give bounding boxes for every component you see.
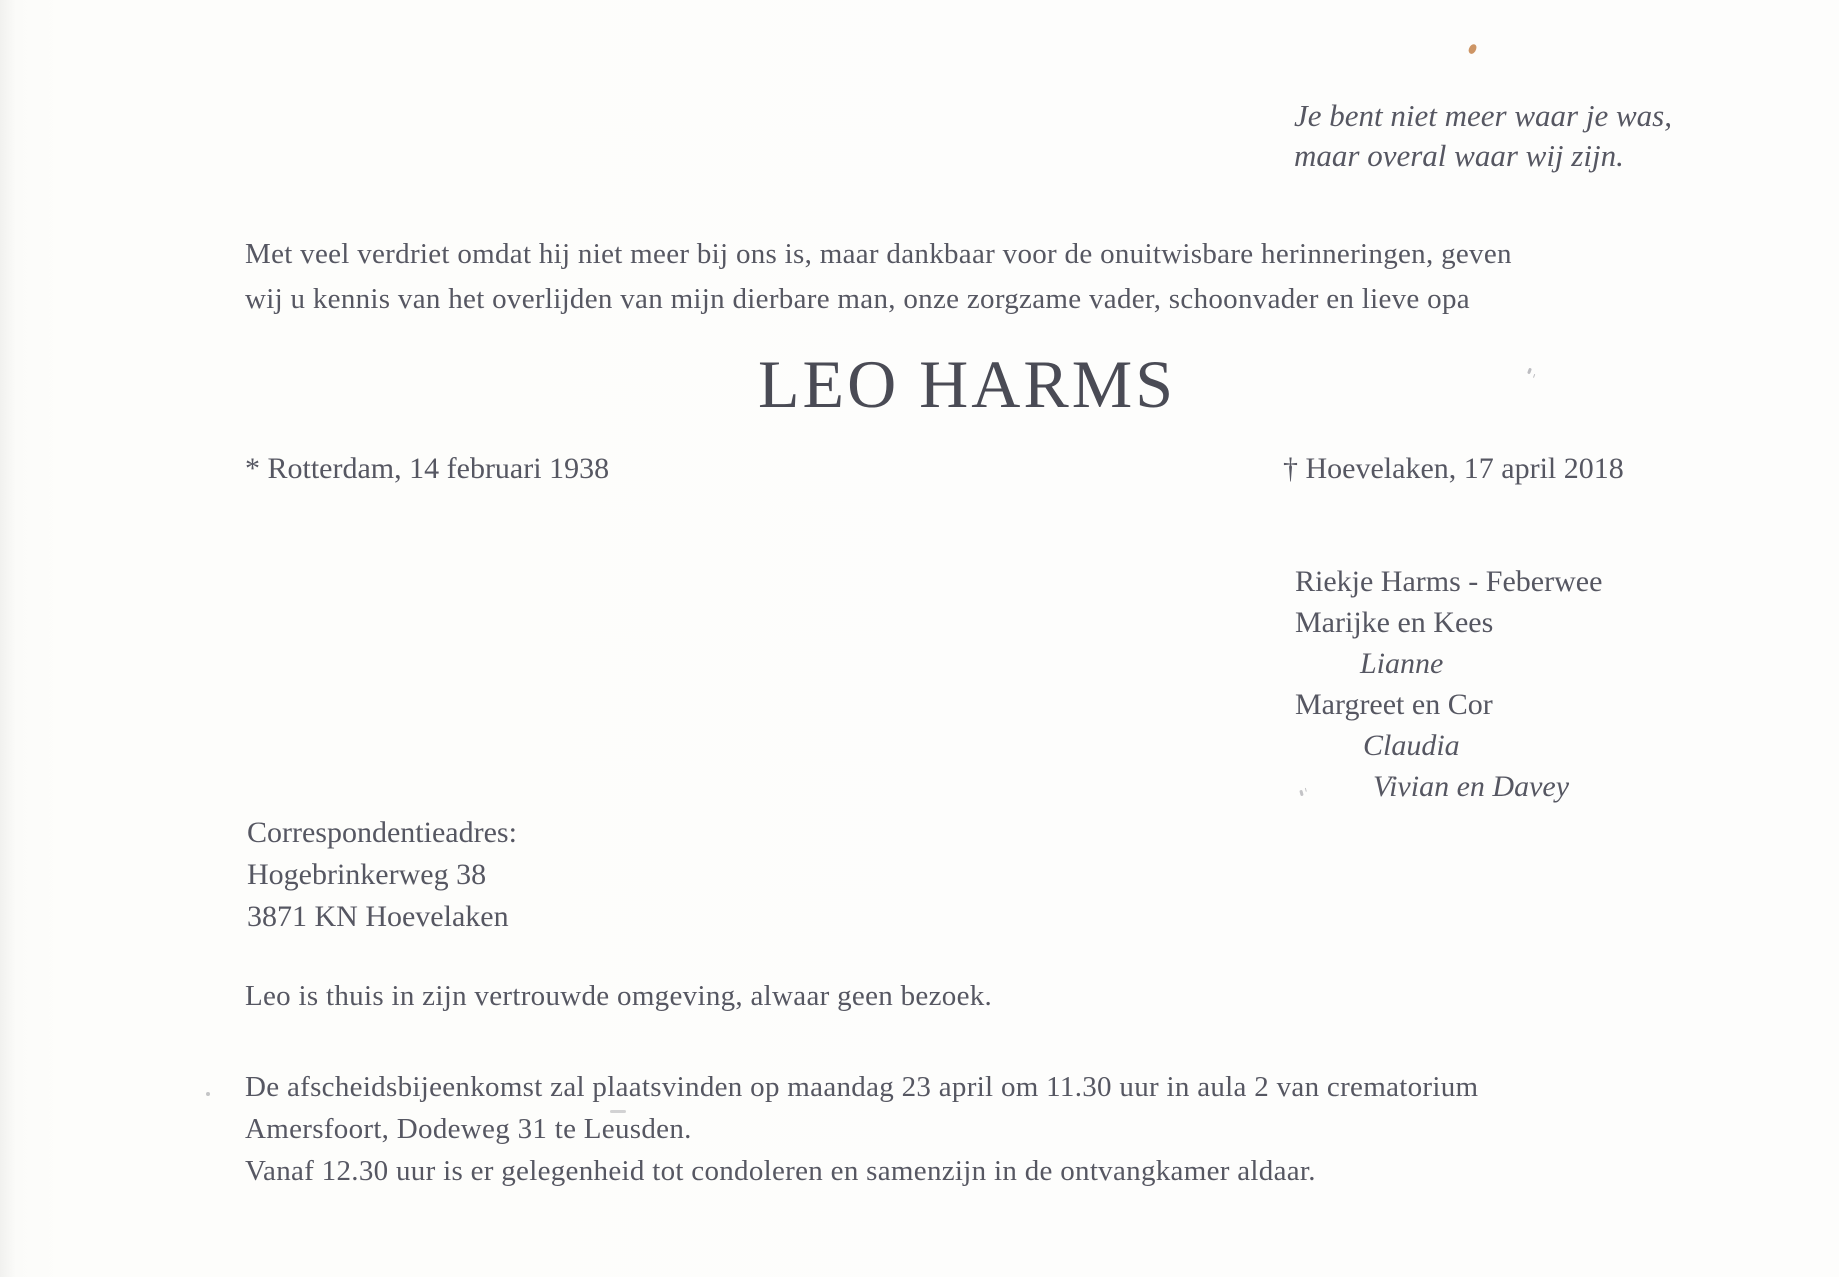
deceased-name: LEO HARMS [758, 346, 1177, 422]
scan-artifact-smudge [610, 1110, 626, 1113]
family-name-row: Lianne [1360, 647, 1444, 680]
ceremony-line-1: De afscheidsbijeenkomst zal plaatsvinden op maandag 23 april om 11.30 uur in aula 2 van crematorium [245, 1071, 1479, 1103]
scan-artifact-dot [206, 1092, 210, 1096]
correspondence-postal-city: 3871 KN Hoevelaken [247, 900, 509, 933]
ceremony-line-2: Amersfoort, Dodeweg 31 te Leusden. [245, 1113, 692, 1145]
correspondence-street: Hogebrinkerweg 38 [247, 858, 487, 891]
birth-place-date: * Rotterdam, 14 februari 1938 [245, 452, 610, 485]
announcement-line-2: wij u kennis van het overlijden van mijn dierbare man, onze zorgzame vader, schoonvader en lieve opa [245, 283, 1470, 315]
family-name-row: Riekje Harms - Feberwee [1295, 565, 1603, 598]
quote-line-2: maar overal waar wij zijn. [1294, 138, 1624, 173]
ceremony-details [245, 1066, 1478, 1192]
announcement-paragraph [245, 232, 1512, 322]
death-place-date: † Hoevelaken, 17 april 2018 [1283, 452, 1624, 485]
quote-line-1: Je bent niet meer waar je was, [1294, 98, 1672, 133]
scan-artifact-mark [1527, 368, 1532, 375]
scan-artifact-speck [1468, 43, 1478, 55]
family-name-row: Vivian en Davey [1373, 770, 1570, 803]
memorial-quote [1294, 96, 1672, 176]
announcement-line-1: Met veel verdriet omdat hij niet meer bij ons is, maar dankbaar voor de onuitwisbare herinneringen, geven [245, 238, 1512, 270]
family-names-list [1295, 561, 1602, 807]
correspondence-address [247, 812, 517, 938]
family-name-row: Margreet en Cor [1295, 688, 1493, 721]
family-name-row: Marijke en Kees [1295, 606, 1494, 639]
correspondence-label: Correspondentieadres: [247, 816, 517, 849]
visit-note: Leo is thuis in zijn vertrouwde omgeving, alwaar geen bezoek. [245, 980, 993, 1012]
family-name-row: Claudia [1363, 729, 1460, 762]
ceremony-line-3: Vanaf 12.30 uur is er gelegenheid tot condoleren en samenzijn in de ontvangkamer aldaar. [245, 1155, 1316, 1187]
